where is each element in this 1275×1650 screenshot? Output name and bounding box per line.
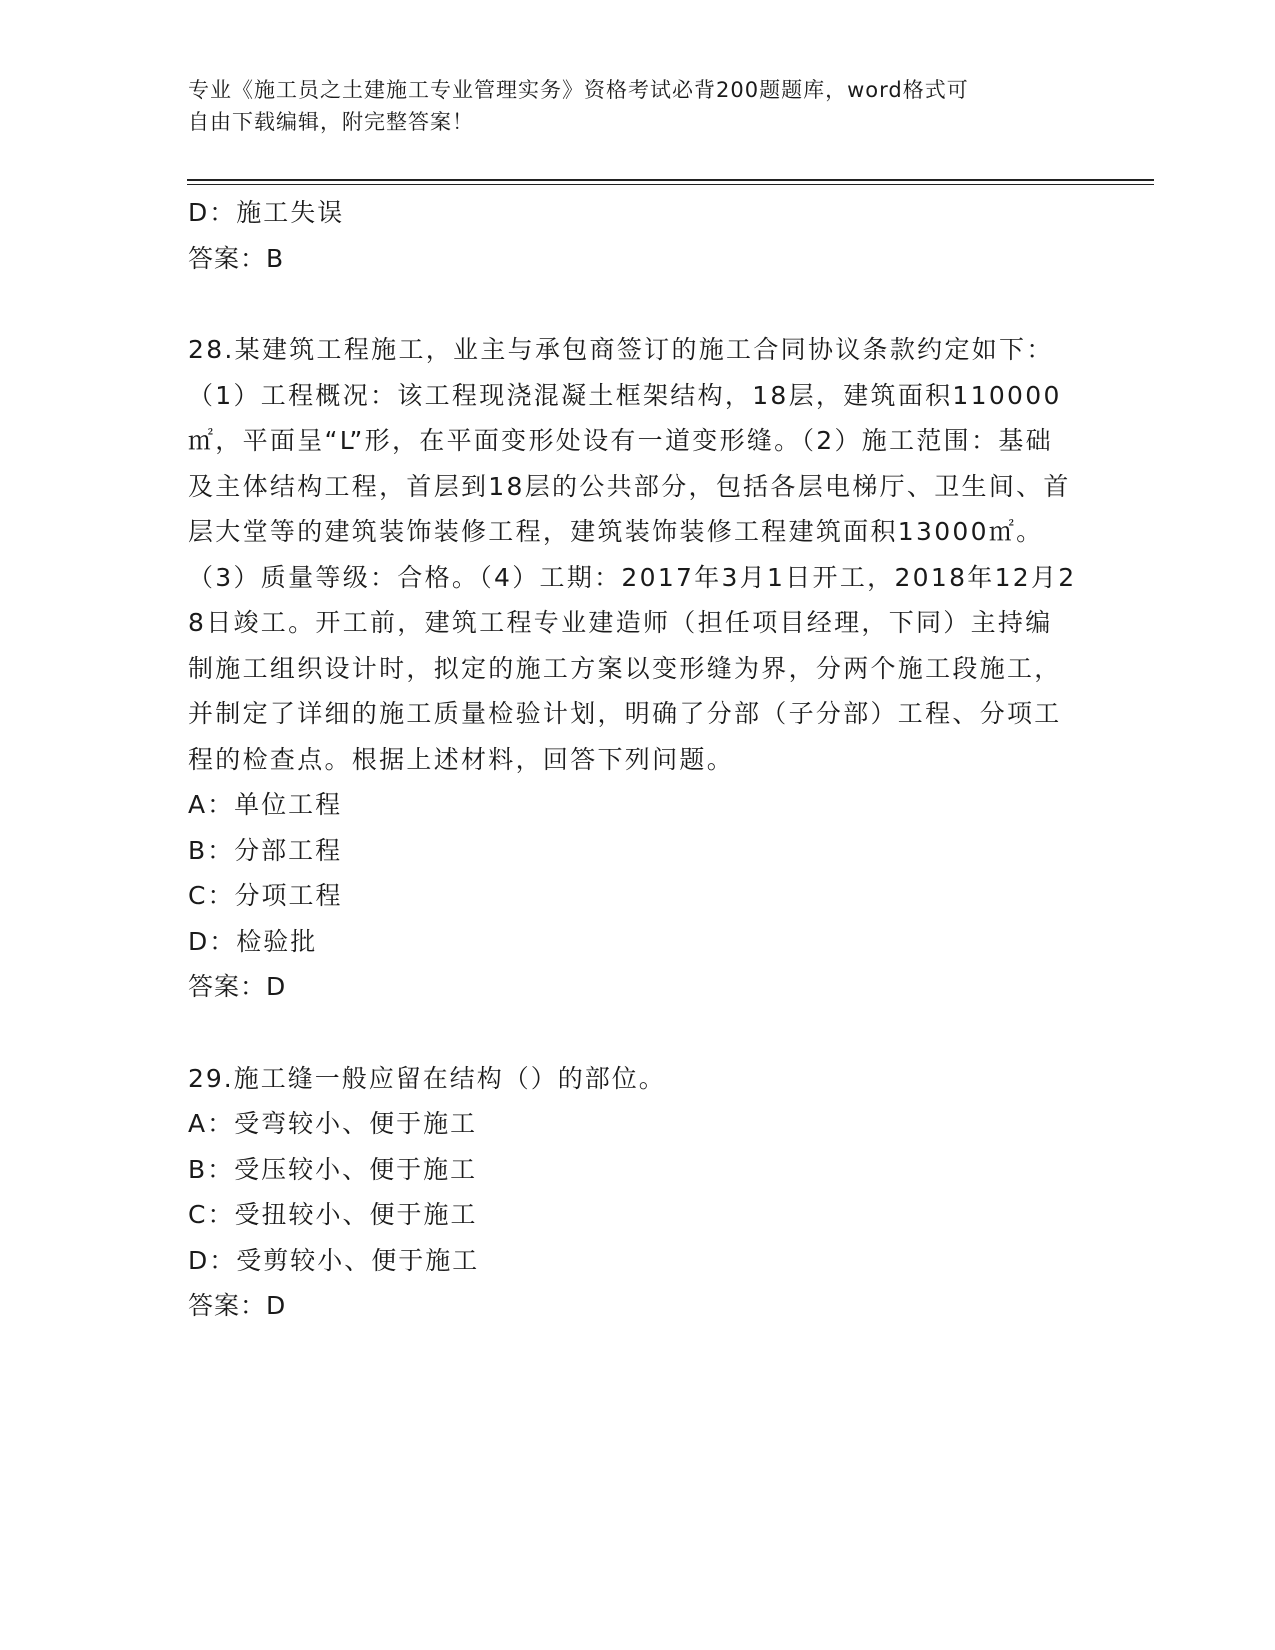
- question-29-answer: 答案：D: [188, 1291, 287, 1320]
- question-28-option-c: C：分项工程: [188, 881, 343, 910]
- question-content: [188, 190, 1088, 1329]
- question-29-option-a: A：受弯较小、便于施工: [188, 1109, 478, 1138]
- header-line-2: 自由下载编辑，附完整答案！: [188, 110, 474, 134]
- question-29-text: 29.施工缝一般应留在结构（）的部位。: [188, 1063, 666, 1093]
- question-28-text: 28.某建筑工程施工，业主与承包商签订的施工合同协议条款约定如下：（1）工程概况：该工程现浇混凝土框架结构，18层，建筑面积110000㎡，平面呈“L”形，在平面变形处设有一道变形缝。（2）施工范围：基础及主体结构工程，首层到18层的公共部分，包括各层电梯厅、卫生间、首层大堂等的建筑装饰装修工程，建筑装饰装修工程建筑面积13000㎡。（3）质量等级：合格。（4）工期：2017年3月1日开工，2018年12月28日竣工。开工前，建筑工程专业建造师（担任项目经理，下同）主持编制施工组织设计时，拟定的施工方案以变形缝为界，分两个施工段施工，并制定了详细的施工质量检验计划，明确了分部（子分部）工程、分项工程的检查点。根据上述材料，回答下列问题。: [188, 335, 1077, 774]
- spacer: [188, 281, 1088, 327]
- question-29-option-c: C：受扭较小、便于施工: [188, 1200, 478, 1229]
- spacer: [188, 1010, 1088, 1056]
- header-line-1: 专业《施工员之土建施工专业管理实务》资格考试必背200题题库，word格式可: [188, 78, 969, 102]
- prev-answer: 答案：B: [188, 243, 285, 273]
- question-29: [188, 1056, 1088, 1329]
- question-29-option-b: B：受压较小、便于施工: [188, 1154, 478, 1184]
- question-28-option-b: B：分部工程: [188, 835, 343, 865]
- header-rule-thick: [187, 179, 1154, 181]
- prev-option-d: D：施工失误: [188, 198, 345, 227]
- question-28: [188, 327, 1088, 1010]
- page-header: [188, 74, 1088, 138]
- header-rule-thin: [187, 184, 1154, 185]
- question-28-answer: 答案：D: [188, 972, 287, 1001]
- question-29-option-d: D：受剪较小、便于施工: [188, 1245, 480, 1275]
- question-28-option-d: D：检验批: [188, 926, 318, 956]
- question-28-option-a: A：单位工程: [188, 790, 343, 819]
